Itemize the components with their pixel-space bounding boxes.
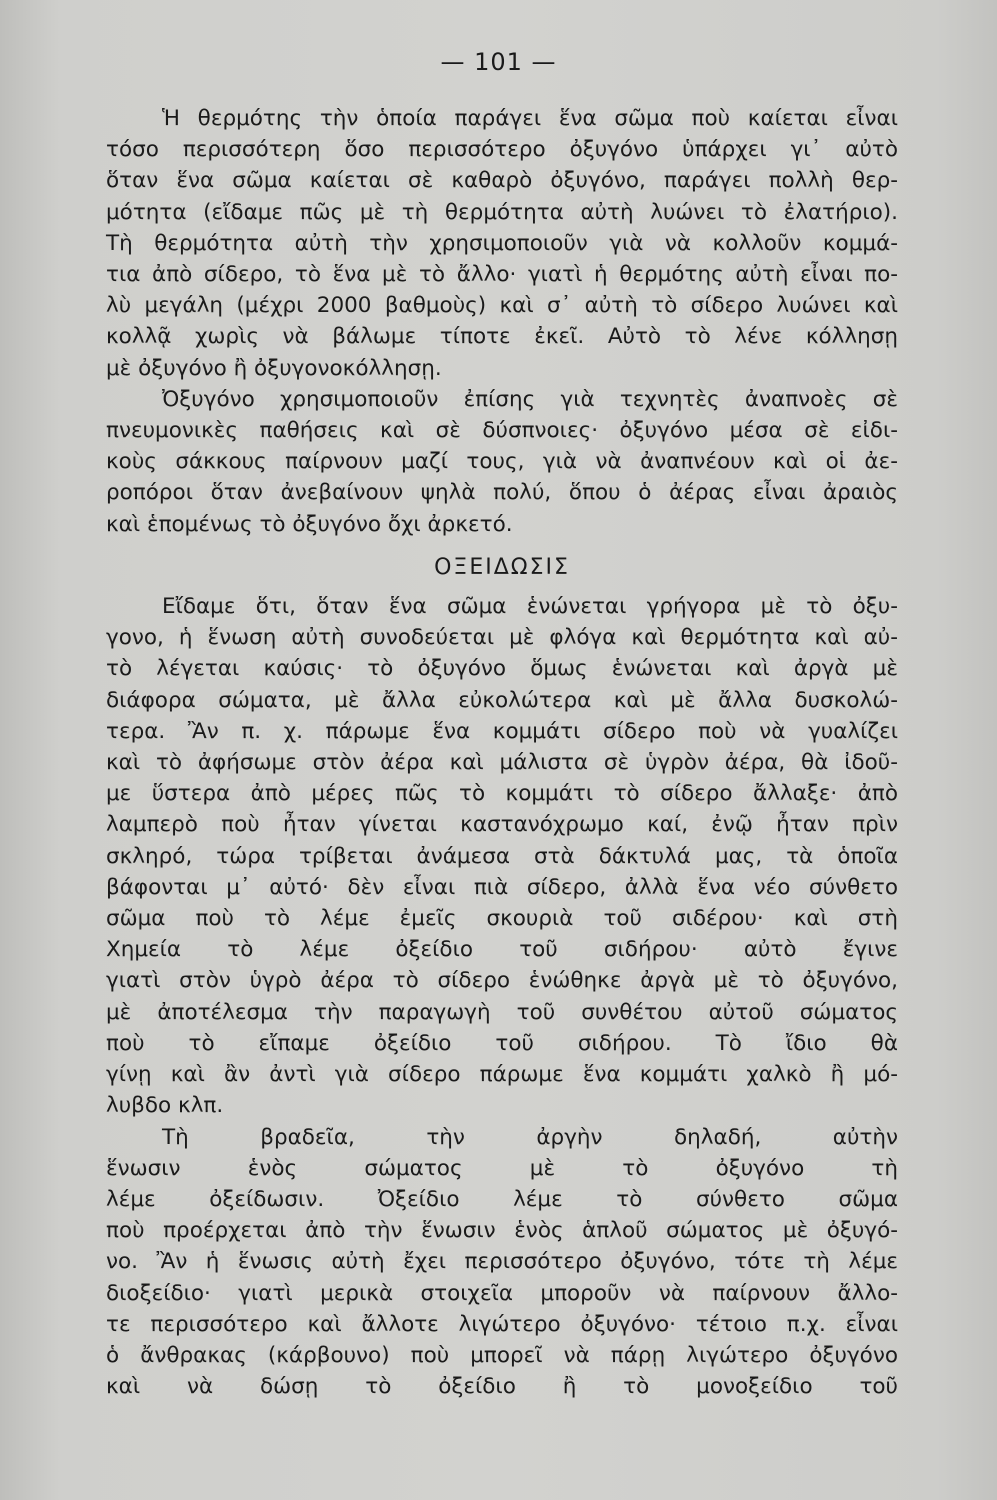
text-line: καὶ ἑπομένως τὸ ὀξυγόνο ὄχι ἀρκετό. — [106, 511, 513, 537]
text-line: Ἡ θερμότης τὴν ὁποία παράγει ἕνα σῶμα ποὺ καίεται εἶναι — [162, 106, 898, 131]
page-number: — 101 — — [440, 48, 557, 76]
text-line: γιατὶ στὸν ὑγρὸ ἀέρα τὸ σίδερο ἑνώθηκε ἀργὰ μὲ τὸ ὀξυγόνο, — [106, 968, 898, 994]
text-line: ἕνωσιν ἑνὸς σώματος μὲ τὸ ὀξυγόνο τὴ — [106, 1155, 898, 1181]
page-text — [106, 103, 898, 1402]
text-line: Τὴ θερμότητα αὐτὴ τὴν χρησιμοποιοῦν γιὰ νὰ κολλοῦν κομμά- — [106, 230, 898, 256]
text-line: Ὀξυγόνο χρησιμοποιοῦν ἐπίσης γιὰ τεχνητὲς ἀναπνοὲς σὲ — [162, 386, 898, 412]
text-line: νο. Ἂν ἡ ἕνωσις αὐτὴ ἔχει περισσότερο ὀξυγόνο, τότε τὴ λέμε — [106, 1249, 898, 1275]
paragraph-heat-oxygen — [106, 103, 898, 384]
text-line: σῶμα ποὺ τὸ λέμε ἐμεῖς σκουριὰ τοῦ σιδέρου· καὶ στὴ — [106, 906, 898, 932]
text-line: ροπόροι ὅταν ἀνεβαίνουν ψηλὰ πολύ, ὅπου ὁ ἀέρας εἶναι ἀραιὸς — [106, 480, 898, 506]
text-line: μότητα (εἴδαμε πῶς μὲ τὴ θερμότητα αὐτὴ λυώνει τὸ ἐλατήριο). — [106, 199, 898, 225]
text-line: ὅταν ἕνα σῶμα καίεται σὲ καθαρὸ ὀξυγόνο, παράγει πολλὴ θερ- — [106, 168, 898, 194]
text-line: με ὕστερα ἀπὸ μέρες πῶς τὸ κομμάτι τὸ σίδερο ἄλλαξε· ἀπὸ — [106, 781, 898, 807]
text-line: τὸ λέγεται καύσις· τὸ ὀξυγόνο ὅμως ἑνώνεται καὶ ἀργὰ μὲ — [106, 656, 898, 682]
text-line: Εἴδαμε ὅτι, ὅταν ἕνα σῶμα ἑνώνεται γρήγορα μὲ τὸ ὀξυ- — [162, 594, 898, 620]
text-line: γονο, ἡ ἕνωση αὐτὴ συνοδεύεται μὲ φλόγα καὶ θερμότητα καὶ αὐ- — [106, 625, 898, 651]
text-line: κολλᾷ χωρὶς νὰ βάλωμε τίποτε ἐκεῖ. Αὐτὸ τὸ λένε κόλλησῃ — [106, 324, 898, 350]
text-line: διοξείδιο· γιατὶ μερικὰ στοιχεῖα μποροῦν νὰ παίρνουν ἄλλο- — [106, 1280, 898, 1306]
text-line: κοὺς σάκκους παίρνουν μαζί τους, γιὰ νὰ ἀναπνέουν καὶ οἱ ἀε- — [106, 449, 898, 475]
text-line: διάφορα σώματα, μὲ ἄλλα εὐκολώτερα καὶ μὲ ἄλλα δυσκολώ- — [106, 687, 898, 713]
text-line: Χημεία τὸ λέμε ὀξείδιο τοῦ σιδήρου· αὐτὸ ἔγινε — [106, 937, 898, 963]
text-line: ποὺ τὸ εἴπαμε ὀξείδιο τοῦ σιδήρου. Τὸ ἴδιο θὰ — [106, 1030, 898, 1056]
text-line: λυβδο κλπ. — [106, 1093, 224, 1119]
text-line: πνευμονικὲς παθήσεις καὶ σὲ δύσπνοιες· ὀξυγόνο μέσα σὲ εἰδι- — [106, 418, 898, 444]
text-line: γίνῃ καὶ ἂν ἀντὶ γιὰ σίδερο πάρωμε ἕνα κομμάτι χαλκὸ ἢ μό- — [106, 1062, 898, 1088]
text-line: τόσο περισσότερη ὅσο περισσότερο ὀξυγόνο ὑπάρχει γι᾽ αὐτὸ — [106, 137, 898, 163]
text-line: τια ἀπὸ σίδερο, τὸ ἕνα μὲ τὸ ἄλλο· γιατὶ ἡ θερμότης αὐτὴ εἶναι πο- — [106, 262, 898, 288]
text-line: καὶ τὸ ἀφήσωμε στὸν ἀέρα καὶ μάλιστα σὲ ὑγρὸν ἀέρα, θὰ ἰδοῦ- — [106, 750, 898, 776]
text-line: τε περισσότερο καὶ ἄλλοτε λιγώτερο ὀξυγόνο· τέτοιο π.χ. εἶναι — [106, 1311, 898, 1337]
text-line: Τὴ βραδεῖα, τὴν ἀργὴν δηλαδή, αὐτὴν — [162, 1124, 898, 1150]
text-line: λαμπερὸ ποὺ ἦταν γίνεται καστανόχρωμο καί, ἐνῷ ἦταν πρὶν — [106, 812, 898, 838]
text-line: τερα. Ἂν π. χ. πάρωμε ἕνα κομμάτι σίδερο ποὺ νὰ γυαλίζει — [106, 718, 898, 744]
text-line: βάφονται μ᾽ αὐτό· δὲν εἶναι πιὰ σίδερο, ἀλλὰ ἕνα νέο σύνθετο — [106, 874, 898, 900]
paragraph-medical-uses — [106, 384, 898, 540]
text-line: ὁ ἄνθρακας (κάρβουνο) ποὺ μπορεῖ νὰ πάρῃ λιγώτερο ὀξυγόνο — [106, 1342, 898, 1368]
paragraph-oxidation — [106, 591, 898, 1121]
text-line: σκληρό, τώρα τρίβεται ἀνάμεσα στὰ δάκτυλά μας, τὰ ὁποῖα — [106, 843, 898, 869]
text-line: μὲ ὀξυγόνο ἢ ὀξυγονοκόλλησῃ. — [106, 355, 442, 381]
text-line: καὶ νὰ δώσῃ τὸ ὀξείδιο ἢ τὸ μονοξείδιο τοῦ — [106, 1374, 898, 1400]
paragraph-oxide-definition — [106, 1122, 898, 1403]
text-line: ποὺ προέρχεται ἀπὸ τὴν ἕνωσιν ἑνὸς ἁπλοῦ σώματος μὲ ὀξυγό- — [106, 1218, 898, 1244]
text-line: λέμε ὀξείδωσιν. Ὀξείδιο λέμε τὸ σύνθετο σῶμα — [106, 1186, 898, 1212]
section-heading: ΟΞΕΙΔΩΣΙΣ — [434, 554, 570, 580]
text-line: λὺ μεγάλη (μέχρι 2000 βαθμοὺς) καὶ σ᾽ αὐτὴ τὸ σίδερο λυώνει καὶ — [106, 293, 898, 319]
text-line: μὲ ἀποτέλεσμα τὴν παραγωγὴ τοῦ συνθέτου αὐτοῦ σώματος — [106, 999, 898, 1025]
